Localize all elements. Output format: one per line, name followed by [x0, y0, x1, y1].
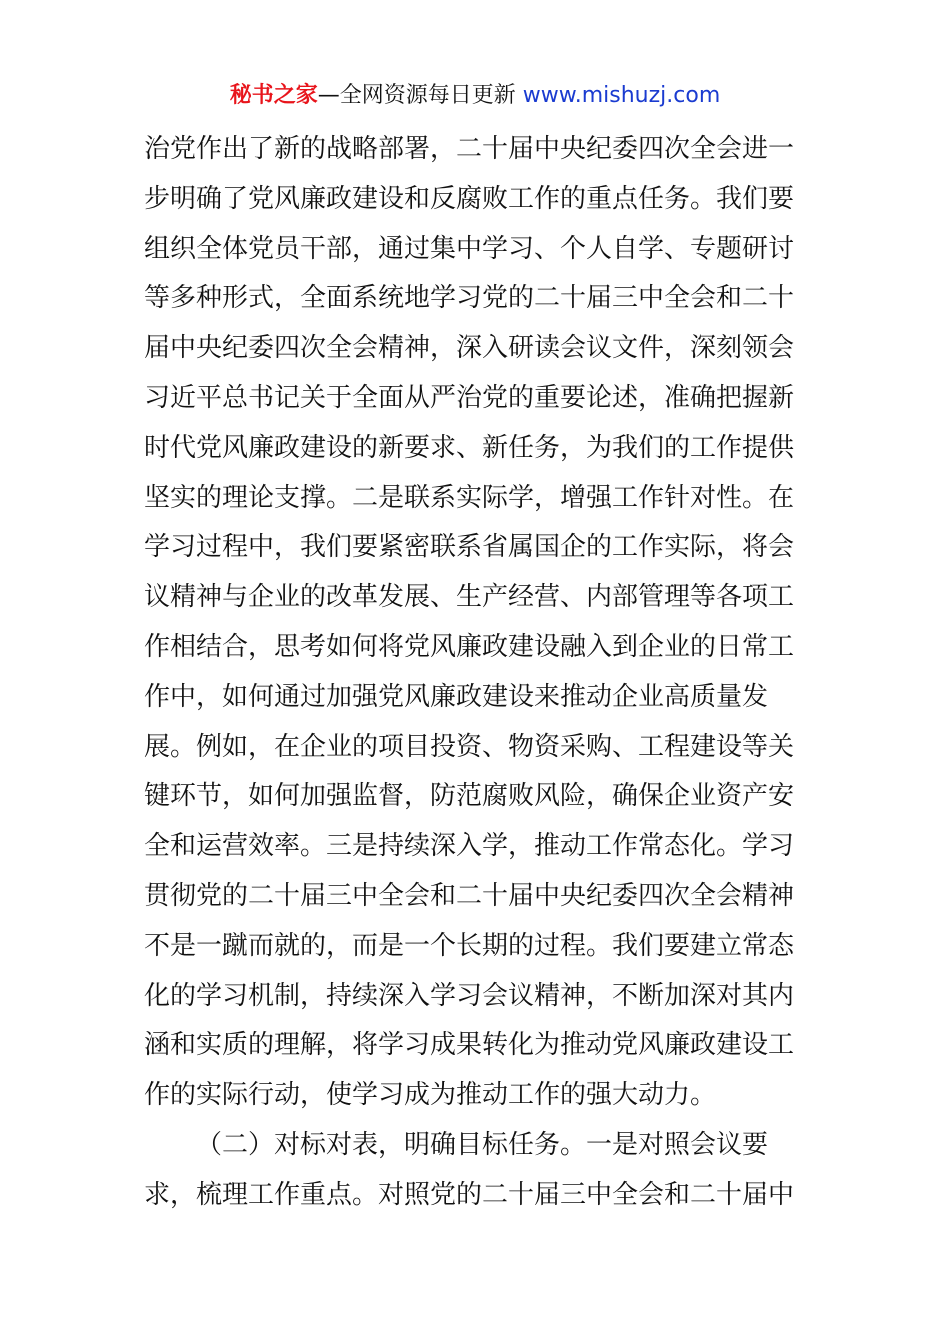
text-line: 全和运营效率。三是持续深入学，推动工作常态化。学习: [144, 831, 795, 862]
text-line: 等多种形式，全面系统地学习党的二十届三中全会和二十: [144, 283, 795, 314]
text-line: 化的学习机制，持续深入学习会议精神，不断加深对其内: [144, 980, 795, 1011]
text-line: 作的实际行动，使学习成为推动工作的强大动力。: [144, 1080, 717, 1111]
text-line: 键环节，如何加强监督，防范腐败风险，确保企业资产安: [144, 781, 795, 812]
document-body: [144, 125, 806, 1221]
header-brand: 秘书之家: [229, 83, 318, 108]
text-line: 治党作出了新的战略部署，二十届中央纪委四次全会进一: [144, 134, 795, 164]
text-line: 坚实的理论支撑。二是联系实际学，增强工作针对性。在: [144, 482, 795, 513]
text-line: 涵和实质的理解，将学习成果转化为推动党风廉政建设工: [144, 1030, 795, 1061]
text-line: 贯彻党的二十届三中全会和二十届中央纪委四次全会精神: [144, 880, 795, 911]
text-line: 届中央纪委四次全会精神，深入研读会议文件，深刻领会: [144, 333, 795, 364]
text-line: 不是一蹴而就的，而是一个长期的过程。我们要建立常态: [144, 930, 795, 961]
text-line: 作中，如何通过加强党风廉政建设来推动企业高质量发: [144, 681, 769, 712]
page-header: [0, 78, 950, 114]
text-line: 展。例如，在企业的项目投资、物资采购、工程建设等关: [144, 731, 795, 762]
text-line: 求，梳理工作重点。对照党的二十届三中全会和二十届中: [144, 1179, 795, 1210]
text-line: 组织全体党员干部，通过集中学习、个人自学、专题研讨: [144, 233, 795, 264]
text-line: 作相结合，思考如何将党风廉政建设融入到企业的日常工: [144, 631, 795, 662]
text-line: 习近平总书记关于全面从严治党的重要论述，准确把握新: [144, 382, 795, 413]
text-line: 步明确了党风廉政建设和反腐败工作的重点任务。我们要: [144, 183, 795, 214]
text-line-indented: （二）对标对表，明确目标任务。一是对照会议要: [196, 1129, 769, 1160]
text-line: 学习过程中，我们要紧密联系省属国企的工作实际，将会: [144, 532, 795, 563]
header-tagline: —全网资源每日更新: [317, 83, 516, 108]
text-line: 议精神与企业的改革发展、生产经营、内部管理等各项工: [144, 582, 795, 613]
header-url-link[interactable]: www.mishuzj.com: [522, 83, 721, 108]
text-line: 时代党风廉政建设的新要求、新任务，为我们的工作提供: [144, 432, 795, 463]
